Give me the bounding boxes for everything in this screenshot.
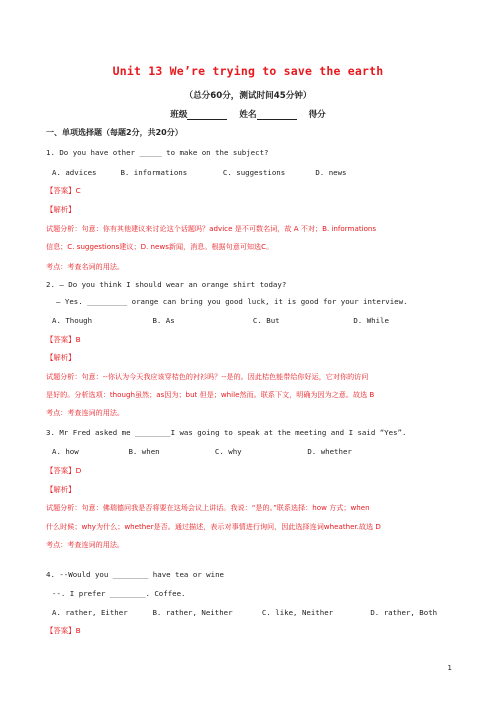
class-label: 班级 xyxy=(170,110,188,120)
class-blank xyxy=(187,110,227,120)
question-1-point: 考点：考查名词的用法。 xyxy=(46,262,125,271)
page-subtitle: （总分60分，测试时间45分钟） xyxy=(184,91,312,101)
option-d: D. While xyxy=(353,316,389,325)
question-2-point: 考点：考查连词的用法。 xyxy=(46,408,125,417)
question-1-analysis-line-1: 试题分析：句意：你有其他建议来讨论这个话题吗？advice 是不可数名词，故 A 不对；B. informations xyxy=(46,224,377,233)
option-c: C. But xyxy=(252,316,280,325)
option-b: B. informations xyxy=(120,168,188,177)
question-3-analysis-line-2: 什么时候；why为什么；whether是否。通过描述，表示对事情进行询问，因此选择连词wheather.故选 D xyxy=(46,522,381,531)
option-c: C. like, Neither xyxy=(261,608,334,617)
option-a: A. rather, Either xyxy=(52,608,128,617)
option-d: D. rather, Both xyxy=(370,608,438,617)
question-4-stem: 4. --Would you ________ have tea or wine xyxy=(46,570,224,579)
option-c: C. suggestions xyxy=(222,168,286,177)
question-4-stem-line-2: --. I prefer ________. Coffee. xyxy=(52,589,186,598)
question-2-analysis-line-2: 是好的。分析选项：though虽然；as因为；but 但是；while然而。联系下文，明确为因为之意。故选 B xyxy=(46,390,375,399)
question-2-analysis-line-1: 试题分析：句意：--你认为今天我应该穿桔色的衬衫吗？--是的。因此桔色能带给你好运，它对你的访问 xyxy=(46,372,369,381)
option-d: D. whether xyxy=(307,447,352,456)
option-d: D. news xyxy=(315,168,347,177)
score-label: 得分 xyxy=(308,110,326,120)
question-3-analysis-label: 【解析】 xyxy=(46,485,76,494)
question-1-answer: 【答案】C xyxy=(46,186,81,195)
option-a: A. advices xyxy=(52,168,97,177)
option-a: A. how xyxy=(52,447,79,456)
question-2-stem-line-2: — Yes. _________ orange can bring you good luck, it is good for your interview. xyxy=(56,297,408,306)
question-3-point: 考点：考查连词的用法。 xyxy=(46,540,125,549)
question-1-analysis-label: 【解析】 xyxy=(46,205,76,214)
question-2-answer: 【答案】B xyxy=(46,335,81,344)
name-label: 姓名 xyxy=(239,110,257,120)
question-4-answer: 【答案】B xyxy=(46,626,81,635)
section-heading: 一、单项选择题（每题2分，共20分） xyxy=(46,128,183,137)
question-3-analysis-line-1: 试题分析：句意：佛瑞德问我是否将要在这场会议上讲话。我说：“是的。”联系选择：how 方式；when xyxy=(46,503,370,512)
page-number: 1 xyxy=(447,664,452,672)
question-1-stem: 1. Do you have other _____ to make on the subject? xyxy=(46,148,269,157)
option-c: C. why xyxy=(214,447,242,456)
name-blank xyxy=(257,110,297,120)
question-2-options xyxy=(52,316,389,326)
question-1-analysis-line-2: 信息；C. suggestions建议；D. news新闻，消息。根据句意可知选C。 xyxy=(46,242,274,251)
question-3-stem: 3. Mr Fred asked me ________I was going to speak at the meeting and I said “Yes”. xyxy=(46,428,407,437)
student-info-line xyxy=(0,108,496,120)
question-3-answer: 【答案】D xyxy=(46,466,82,475)
question-1-options xyxy=(52,168,347,178)
question-4-options xyxy=(52,608,437,618)
option-b: B. As xyxy=(152,316,175,325)
option-a: A. Though xyxy=(52,316,93,325)
question-2-stem: 2. — Do you think I should wear an orange shirt today? xyxy=(46,280,287,289)
option-b: B. rather, Neither xyxy=(152,608,233,617)
question-2-analysis-label: 【解析】 xyxy=(46,353,76,362)
option-b: B. when xyxy=(128,447,160,456)
page-title: Unit 13 We’re trying to save the earth xyxy=(112,64,384,78)
question-3-options xyxy=(52,447,352,457)
